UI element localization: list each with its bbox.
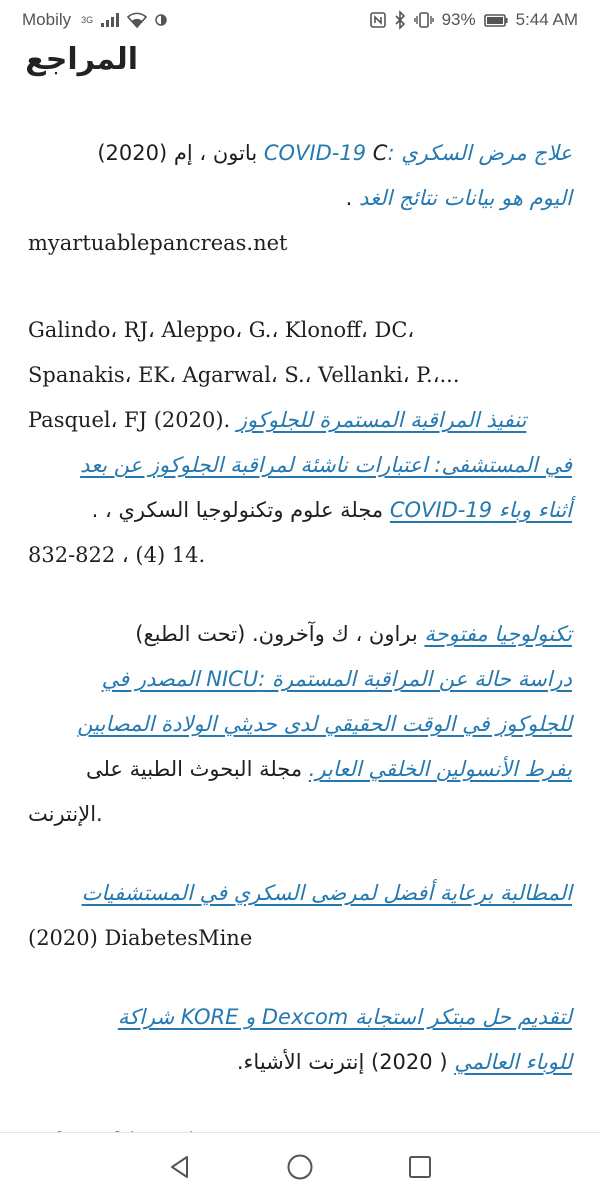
ref2-line2: Spanakis، EK، Agarwal، S.، Vellanki، P.،... (28, 363, 460, 387)
ref1-letter: C (372, 141, 388, 165)
ref3-line3 (28, 702, 572, 747)
back-icon (167, 1154, 193, 1180)
home-button[interactable] (280, 1147, 320, 1187)
reference-5 (28, 995, 572, 1085)
ref1-source: myartuablepancreas.net (28, 231, 288, 255)
ref2-line5 (28, 488, 572, 533)
reference-2 (28, 308, 572, 578)
ref3-line4 (28, 747, 572, 792)
page-heading: المراجع (25, 42, 138, 77)
signal-icon (101, 13, 119, 27)
ref5-line1 (28, 995, 572, 1040)
status-bar (0, 0, 600, 40)
ref3-title-link-3[interactable]: للجلوكوز في الوقت الحقيقي لدى حديثي الولادة المصابين (77, 712, 572, 736)
ref1-dot: . (345, 186, 353, 210)
ref4-line1 (28, 871, 572, 916)
ref1-line2 (28, 176, 572, 221)
data-saver-icon (155, 14, 167, 26)
ref2-author-year: Pasquel، FJ (2020). (28, 408, 231, 432)
ref3-line2 (28, 657, 572, 702)
ref2-title-link-1[interactable]: تنفيذ المراقبة المستمرة للجلوكوز (236, 408, 527, 432)
ref2-line1: Galindo، RJ، Aleppo، G.، Klonoff، DC، (28, 318, 415, 342)
ref3-journal: مجلة البحوث الطبية على (85, 757, 303, 781)
status-left (22, 10, 167, 30)
ref3-title-link-2[interactable]: دراسة حالة عن المراقبة المستمرة :NICU المصدر في (101, 667, 572, 691)
ref5-title-link-1[interactable]: لتقديم حل مبتكر استجابة Dexcom و KORE شراكة (117, 1005, 572, 1029)
clock: 5:44 AM (515, 10, 578, 29)
ref5-source: ( 2020) إنترنت الأشياء. (236, 1050, 448, 1074)
nfc-icon (370, 12, 386, 28)
status-right (370, 10, 578, 30)
vibrate-icon (414, 12, 434, 28)
battery-percent: 93% (441, 10, 476, 29)
ref2-journal: مجلة علوم وتكنولوجيا السكري ، . (91, 498, 384, 522)
ref3-title-link-1[interactable]: تكنولوجيا مفتوحة (424, 622, 572, 646)
recents-icon (408, 1155, 432, 1179)
bluetooth-icon (394, 11, 406, 29)
navigation-bar (0, 1132, 600, 1200)
reference-4 (28, 871, 572, 961)
ref4-line2: (2020) DiabetesMine (28, 926, 253, 950)
ref1-line1 (28, 131, 572, 176)
network-type: 3G (81, 15, 94, 25)
reference-1 (28, 131, 572, 266)
battery-icon (484, 14, 508, 27)
article-content (0, 40, 600, 1130)
ref2-line6: 832-822 ، (4) 14. (28, 543, 206, 567)
ref1-subtitle-link[interactable]: اليوم هو بيانات نتائج الغد (358, 186, 572, 210)
ref4-title-link[interactable]: المطالبة برعاية أفضل لمرضى السكري في المستشفيات (81, 881, 572, 905)
recents-button[interactable] (400, 1147, 440, 1187)
wifi-icon (127, 13, 147, 28)
back-button[interactable] (160, 1147, 200, 1187)
ref3-title-link-4[interactable]: بفرط الأنسولين الخلقي العابر. (308, 757, 572, 781)
ref2-title-link-2[interactable]: في المستشفى: اعتبارات ناشئة لمراقبة الجلوكوز عن بعد (80, 453, 572, 477)
reference-3 (28, 612, 572, 837)
ref3-line1 (28, 612, 572, 657)
carrier-label: Mobily (22, 10, 72, 29)
ref5-title-link-2[interactable]: للوباء العالمي (454, 1050, 572, 1074)
home-icon (286, 1153, 314, 1181)
ref3-line5: الإنترنت. (28, 802, 103, 826)
ref2-line4 (28, 443, 572, 488)
ref1-title-link[interactable]: علاج مرض السكري :COVID-19 (263, 141, 572, 165)
ref2-line3 (28, 398, 572, 443)
ref2-title-link-3[interactable]: أثناء وباء COVID-19 (389, 498, 572, 522)
ref3-author: براون ، ك وآخرون. (تحت الطبع) (135, 622, 418, 646)
ref5-line2 (28, 1040, 572, 1085)
ref1-author: باتون ، إم (2020) (97, 141, 258, 165)
